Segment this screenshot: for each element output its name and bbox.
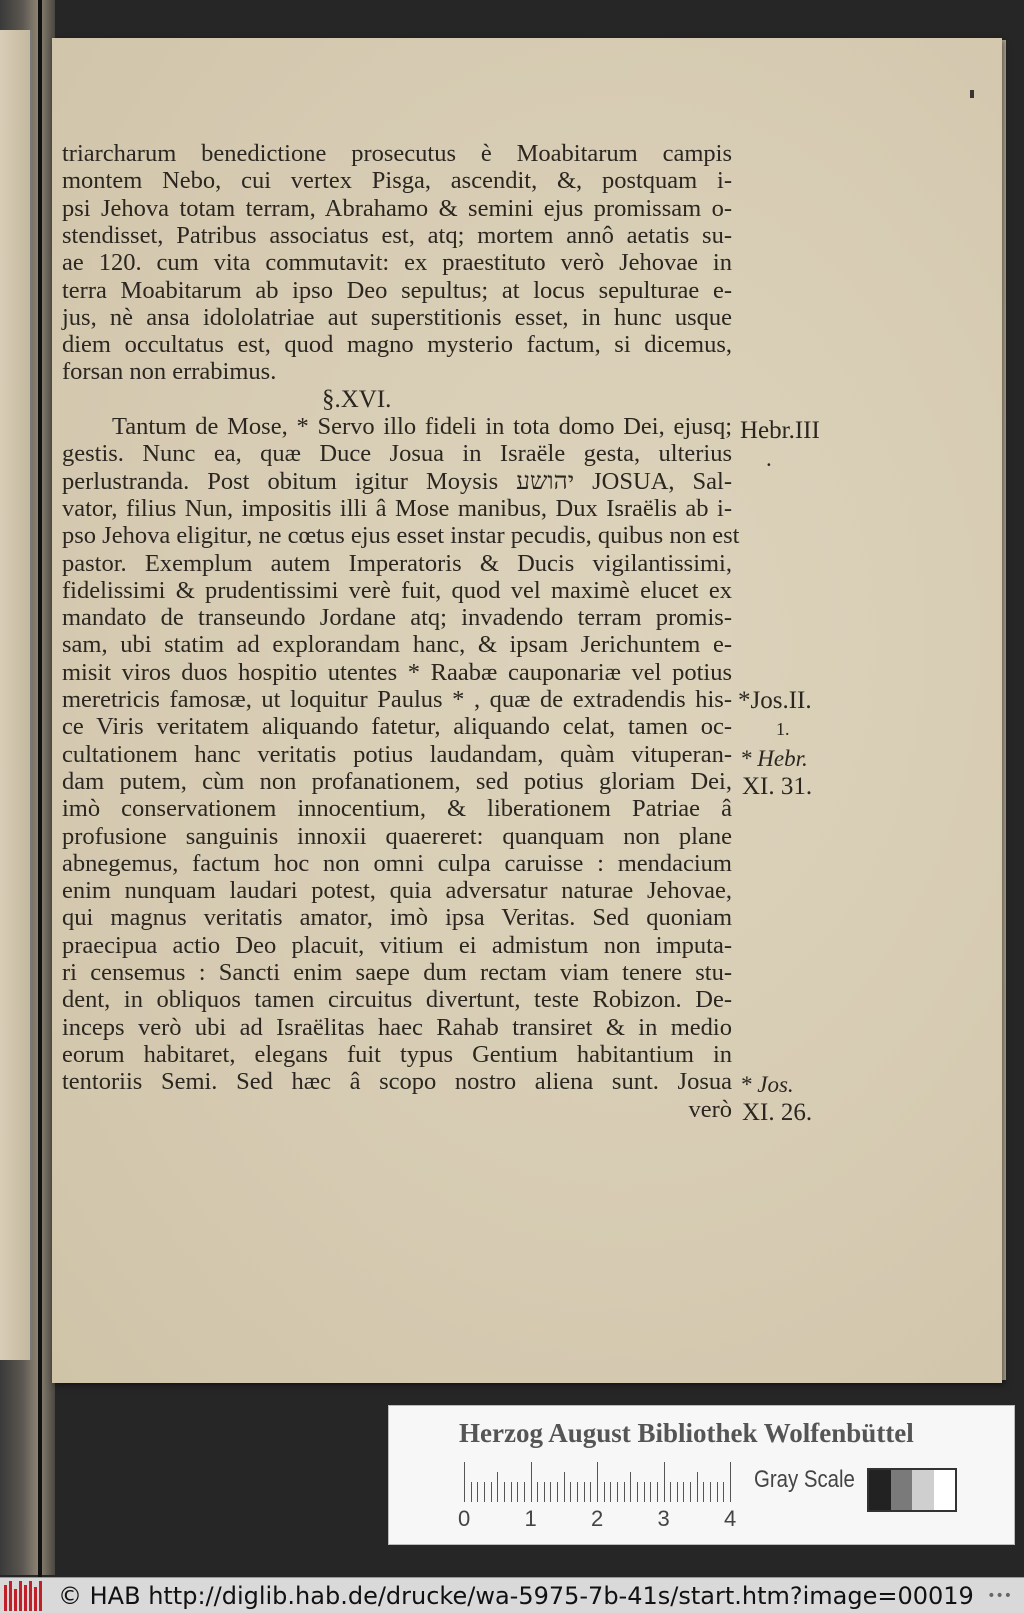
text-line: enim nunquam laudari potest, quia adversatur naturae Jehovae,: [62, 877, 732, 905]
ruler-tick: [637, 1482, 638, 1502]
gray-swatch: [869, 1470, 891, 1510]
text-line: sam, ubi statim ad explorandam hanc, & ipsam Jerichuntem e-: [62, 631, 732, 659]
logo-bar: [19, 1581, 22, 1611]
text-line: jus, nè ansa idololatriae aut superstitionis esset, in hunc usque: [62, 303, 732, 331]
ruler-tick: [630, 1472, 631, 1502]
ruler-tick: [730, 1462, 731, 1502]
text-line: ae 120. cum vita commutavit: ex praestituto verò Jehovae in: [62, 249, 732, 277]
text-line: misit viros duos hospitio utentes * Raabæ cauponariæ vel potius: [62, 658, 732, 686]
text-line: perlustranda. Post obitum igitur Moysis יהושע JOSUA, Sal-: [62, 467, 732, 495]
ruler-tick: [564, 1472, 565, 1502]
margin-note-hebr-11: * Hebr.: [740, 746, 808, 771]
margin-note-hebr-3: Hebr.III: [740, 417, 820, 444]
ruler-tick: [491, 1482, 492, 1502]
gray-swatch: [912, 1470, 934, 1510]
ruler-tick: [703, 1482, 704, 1502]
ruler-tick: [644, 1482, 645, 1502]
ruler-tick: [723, 1482, 724, 1502]
ruler-tick: [531, 1462, 532, 1502]
gray-scale-label: Gray Scale: [754, 1466, 855, 1493]
ruler-tick: [683, 1482, 684, 1502]
text-line: pastor. Exemplum autem Imperatoris & Ducis vigilantissimi,: [62, 549, 732, 577]
ruler-tick: [697, 1472, 698, 1502]
margin-note-jos-2-verse: 1.: [776, 719, 790, 739]
status-bar: [0, 1577, 1024, 1613]
text-line: inceps verò ubi ad Israëlitas haec Rahab transiret & in medio: [62, 1013, 732, 1041]
ruler-tick: [484, 1482, 485, 1502]
hab-logo-icon: [4, 1581, 48, 1611]
text-line: vator, filius Nun, impositis illi â Mose manibus, Dux Israëlis ab i-: [62, 494, 732, 522]
gray-swatch: [891, 1470, 913, 1510]
margin-note-jos-2: *Jos.II.: [738, 687, 812, 714]
ruler-tick: [650, 1482, 651, 1502]
ruler-tick: [557, 1482, 558, 1502]
ruler-tick: [664, 1462, 665, 1502]
ruler-tick: [504, 1482, 505, 1502]
text-line: terra Moabitarum ab ipso Deo sepultus; at locus sepulturae e-: [62, 276, 732, 304]
text-line: Tantum de Mose, * Servo illo fideli in tota domo Dei, ejusq;: [112, 413, 732, 440]
section-heading: §.XVI.: [322, 385, 392, 413]
ruler-tick: [577, 1482, 578, 1502]
text-line: gestis. Nunc ea, quæ Duce Josua in Israële gesta, ulterius: [62, 440, 732, 468]
ruler-tick: [624, 1482, 625, 1502]
logo-bar: [24, 1585, 27, 1611]
text-line: praecipua actio Deo placuit, vitium ei admistum non imputa-: [62, 931, 732, 959]
text-line: imò conservationem innocentium, & liberationem Patriae â: [62, 795, 732, 823]
text-line: profusione sanguinis innoxii quaereret: quanquam non plane: [62, 822, 732, 850]
gray-scale-swatches: [867, 1468, 957, 1512]
text-line: eorum habitaret, elegans fuit typus Gentium habitantium in: [62, 1040, 732, 1068]
margin-note-jos-11: * Jos.: [740, 1072, 794, 1097]
more-icon[interactable]: •••: [987, 1588, 1012, 1604]
ruler-tick: [657, 1482, 658, 1502]
ruler-number: 3: [657, 1506, 670, 1531]
ruler-tick: [524, 1482, 525, 1502]
text-line: forsan non errabimus.: [62, 358, 277, 386]
text-line: dent, in obliquos tamen circuitus divertunt, teste Robizon. De-: [62, 986, 732, 1014]
ruler-tick: [677, 1482, 678, 1502]
logo-bar: [9, 1581, 12, 1611]
ruler-tick: [517, 1482, 518, 1502]
ruler-tick: [537, 1482, 538, 1502]
previous-page-edge: [0, 30, 32, 1360]
text-line: dam putem, cùm non profanationem, sed potius gloriam Dei,: [62, 767, 732, 795]
gray-swatch: [934, 1470, 956, 1510]
ruler-tick: [584, 1482, 585, 1502]
text-line: triarcharum benedictione prosecutus è Moabitarum campis: [62, 140, 732, 167]
text-line: montem Nebo, cui vertex Pisga, ascendit, &, postquam i-: [62, 167, 732, 195]
ruler-tick: [497, 1472, 498, 1502]
library-title: Herzog August Bibliothek Wolfenbüttel: [459, 1418, 914, 1448]
text-line: meretricis famosæ, ut loquitur Paulus * , quæ de extradendis his-: [62, 686, 732, 713]
text-line: pso Jehova eligitur, ne cœtus ejus esset instar pecudis, quibus non est: [62, 522, 740, 550]
page-mark: [970, 90, 974, 98]
ruler-number: 0: [458, 1506, 471, 1531]
logo-bar: [14, 1589, 17, 1611]
ruler-tick: [710, 1482, 711, 1502]
ruler-tick: [550, 1482, 551, 1502]
logo-bar: [34, 1587, 37, 1611]
margin-note-jos-11-verse: XI. 26.: [742, 1099, 813, 1126]
logo-bar: [39, 1581, 42, 1611]
margin-note-hebr-3-end: .: [766, 446, 772, 471]
text-line: qui magnus veritatis amator, imò ipsa Veritas. Sed quoniam: [62, 904, 732, 932]
ruler-tick: [544, 1482, 545, 1502]
text-line: cultationem hanc veritatis potius laudandam, quàm vituperan-: [62, 740, 732, 768]
logo-bar: [29, 1581, 32, 1611]
ruler-tick: [597, 1462, 598, 1502]
ruler-tick: [590, 1482, 591, 1502]
ruler-tick: [690, 1482, 691, 1502]
logo-bar: [4, 1585, 7, 1611]
text-line: abnegemus, factum hoc non omni culpa caruisse : mendacium: [62, 849, 732, 877]
ruler-tick: [477, 1482, 478, 1502]
margin-note-hebr-11-verse: XI. 31.: [742, 773, 813, 800]
text-line: tentoriis Semi. Sed hæc â scopo nostro aliena sunt. Josua: [62, 1068, 732, 1096]
ruler-tick: [670, 1482, 671, 1502]
text-line: mandato de transeundo Jordane atq; invadendo terram promis-: [62, 604, 732, 632]
catchword: verò: [688, 1095, 732, 1123]
ruler-tick: [717, 1482, 718, 1502]
ruler-tick: [610, 1482, 611, 1502]
ruler-tick: [617, 1482, 618, 1502]
text-line: ri censemus : Sancti enim saepe dum rectam viam tenere stu-: [62, 959, 732, 986]
ruler-tick: [471, 1482, 472, 1502]
text-line: stendisset, Patribus associatus est, atq; mortem annô aetatis su-: [62, 221, 732, 249]
color-calibration-card: [388, 1405, 1015, 1545]
book-spine: [38, 0, 42, 1580]
text-line: ce Viris veritatem aliquando fatetur, aliquando celat, tamen oc-: [62, 713, 732, 741]
copyright-url[interactable]: © HAB http://diglib.hab.de/drucke/wa-5975-7b-41s/start.htm?image=00019: [58, 1582, 974, 1610]
ruler-tick: [511, 1482, 512, 1502]
scale-ruler: [464, 1462, 734, 1502]
text-line: psi Jehova totam terram, Abrahamo & semini ejus promissam o-: [62, 194, 732, 222]
ruler-number: 1: [524, 1506, 537, 1531]
ruler-tick: [604, 1482, 605, 1502]
ruler-number: 2: [591, 1506, 604, 1531]
text-line: diem occultatus est, quod magno mysterio factum, si dicemus,: [62, 331, 732, 359]
text-line: fidelissimi & prudentissimi verè fuit, quod vel maximè elucet ex: [62, 576, 732, 604]
ruler-number: 4: [724, 1506, 737, 1531]
ruler-tick: [570, 1482, 571, 1502]
ruler-tick: [464, 1462, 465, 1502]
